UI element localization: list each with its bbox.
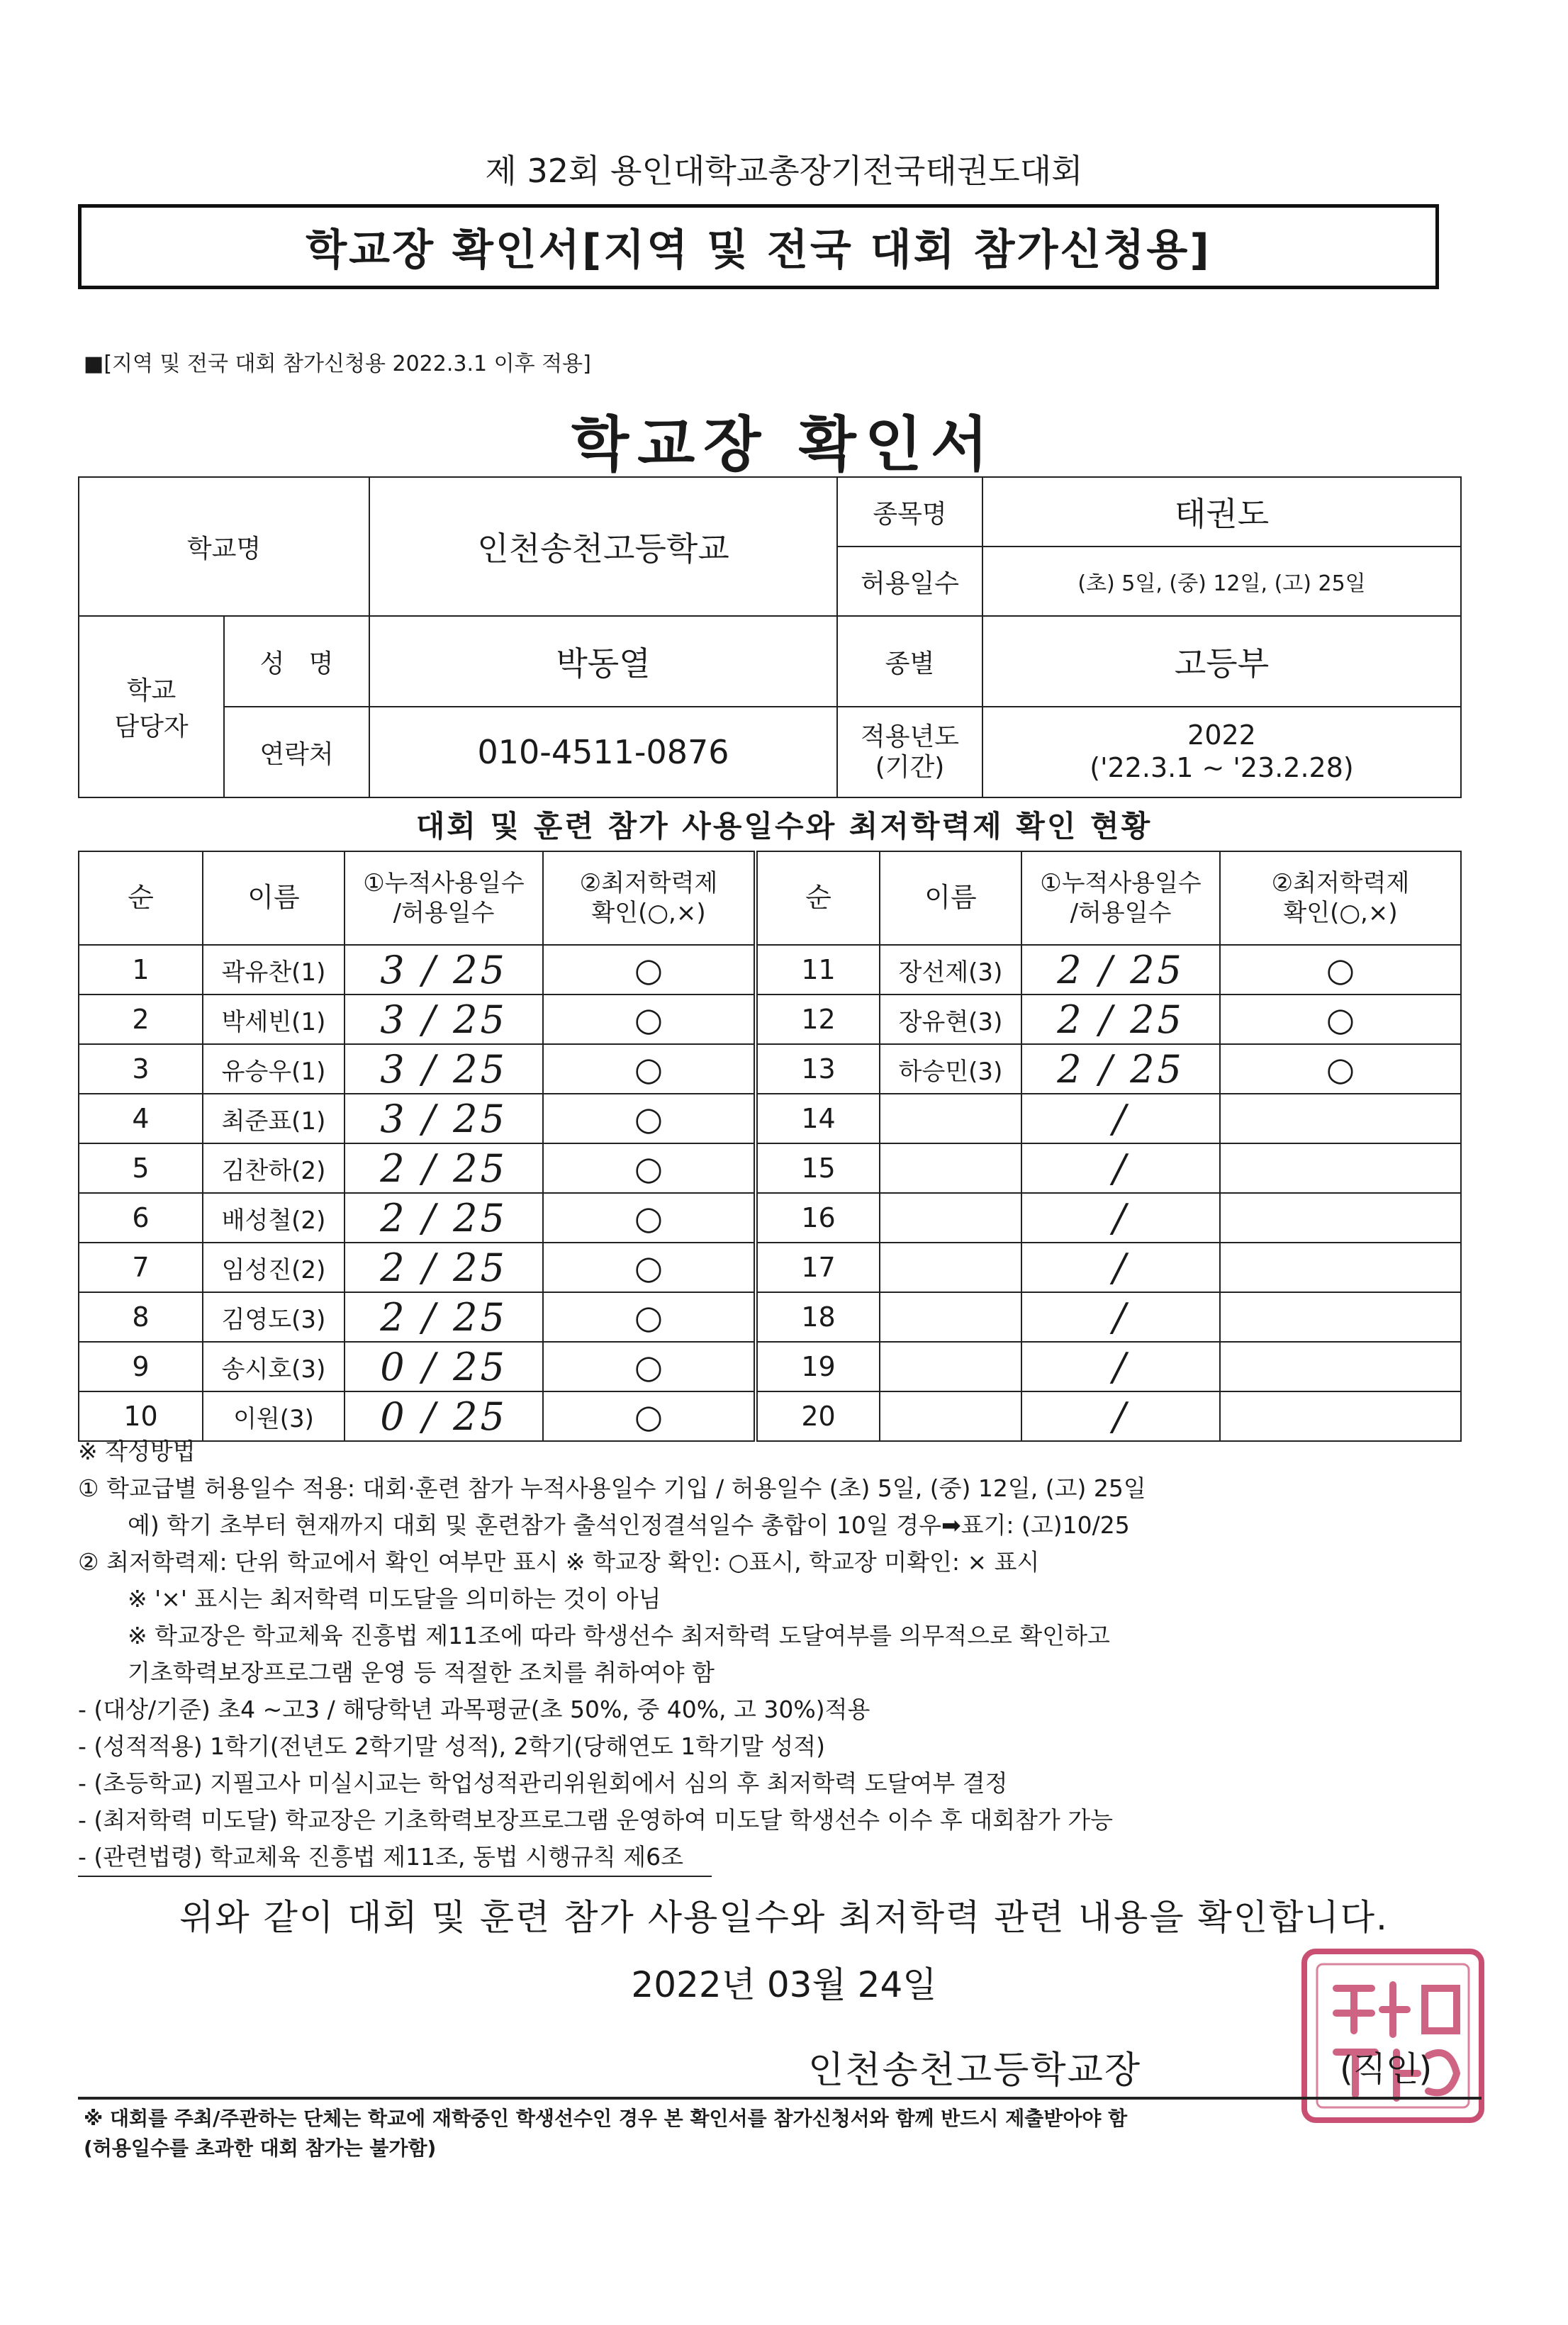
roster-check: ○ [543, 995, 756, 1044]
table-row [79, 945, 1461, 995]
roster-name: 이원(3) [203, 1391, 345, 1441]
table-row [79, 1044, 1461, 1094]
roster-days: 2 / 25 [345, 1243, 543, 1292]
roster-name [880, 1094, 1021, 1143]
roster-check [1220, 1243, 1461, 1292]
roster-check: ○ [543, 1193, 756, 1243]
note-line: - (최저학력 미도달) 학교장은 기초학력보장프로그램 운영하여 미도달 학생선수 이수 후 대회참가 가능 [78, 1806, 1114, 1834]
footnote-line: (허용일수를 초과한 대회 참가는 불가함) [84, 2136, 437, 2160]
note-line: - (성적적용) 1학기(전년도 2학기말 성적), 2학기(당해연도 1학기말 성적) [78, 1732, 826, 1760]
principal-name: 인천송천고등학교장 [808, 2049, 1142, 2092]
roster-no: 7 [79, 1243, 203, 1292]
allowed-days-value: (초) 5일, (중) 12일, (고) 25일 [982, 547, 1461, 616]
roster-check [1220, 1292, 1461, 1342]
roster-days: 3 / 25 [345, 995, 543, 1044]
seal-label: (직인) [1340, 2049, 1433, 2089]
main-heading: 학교장 확인서 [571, 410, 997, 479]
roster-days: 0 / 25 [345, 1342, 543, 1391]
roster-no: 12 [756, 995, 880, 1044]
school-label: 학교명 [79, 477, 369, 616]
roster-days: 2 / 25 [1021, 1044, 1220, 1094]
roster-check: ○ [543, 1094, 756, 1143]
roster-no: 10 [79, 1391, 203, 1441]
division-label: 종별 [837, 616, 982, 707]
instructions [78, 1433, 1489, 1877]
roster-no: 4 [79, 1094, 203, 1143]
roster-no: 1 [79, 945, 203, 995]
confirm-statement: 위와 같이 대회 및 훈련 참가 사용일수와 최저학력 관련 내용을 확인합니다. [179, 1897, 1389, 1938]
form-title: 학교장 확인서[지역 및 전국 대회 참가신청용] [306, 225, 1211, 275]
issue-date: 2022년 03월 24일 [631, 1964, 937, 2005]
roster-no: 8 [79, 1292, 203, 1342]
roster-no: 5 [79, 1143, 203, 1193]
roster-days: 0 / 25 [345, 1391, 543, 1441]
status-title: 대회 및 훈련 참가 사용일수와 최저학력제 확인 현황 [415, 809, 1153, 844]
table-row [79, 1292, 1461, 1342]
event-value: 태권도 [982, 477, 1461, 547]
roster-no: 9 [79, 1342, 203, 1391]
roster-name: 박세빈(1) [203, 995, 345, 1044]
header-name: 이름 [203, 851, 345, 945]
roster-name: 임성진(2) [203, 1243, 345, 1292]
apply-note: ■[지역 및 전국 대회 참가신청용 2022.3.1 이후 적용] [84, 352, 591, 376]
school-info-table [78, 476, 1462, 798]
roster-name: 장유현(3) [880, 995, 1021, 1044]
roster-no: 16 [756, 1193, 880, 1243]
manager-label: 학교 담당자 [79, 616, 224, 797]
roster-no: 11 [756, 945, 880, 995]
note-line: ② 최저학력제: 단위 학교에서 확인 여부만 표시 ※ 학교장 확인: ○표시, 학교장 미확인: × 표시 [78, 1548, 1040, 1576]
roster-no: 6 [79, 1193, 203, 1243]
roster-check [1220, 1143, 1461, 1193]
event-label: 종목명 [837, 477, 982, 547]
footnote-line: ※ 대회를 주최/주관하는 단체는 학교에 재학중인 학생선수인 경우 본 확인서를 참가신청서와 함께 반드시 제출받아야 함 [84, 2107, 1128, 2130]
note-line: - (대상/기준) 초4 ~고3 / 해당학년 과목평균(초 50%, 중 40%, 고 30%)적용 [78, 1696, 870, 1723]
roster-days: / [1021, 1391, 1220, 1441]
roster-check: ○ [543, 1143, 756, 1193]
header-check: ②최저학력제 확인(○,×) [543, 851, 756, 945]
roster-days: 2 / 25 [1021, 945, 1220, 995]
table-row [79, 1342, 1461, 1391]
note-line: ① 학교급별 허용일수 적용: 대회·훈련 참가 누적사용일수 기입 / 허용일수 (초) 5일, (중) 12일, (고) 25일 [78, 1474, 1146, 1502]
roster-name: 김영도(3) [203, 1292, 345, 1342]
roster-name [880, 1143, 1021, 1193]
header-check: ②최저학력제 확인(○,×) [1220, 851, 1461, 945]
roster-no: 3 [79, 1044, 203, 1094]
footer-divider [78, 2097, 1482, 2100]
form-title-box [78, 204, 1439, 289]
header-no: 순 [79, 851, 203, 945]
roster-check: ○ [543, 1044, 756, 1094]
roster-check: ○ [1220, 995, 1461, 1044]
roster-no: 14 [756, 1094, 880, 1143]
roster-days: 3 / 25 [345, 1044, 543, 1094]
roster-name [880, 1193, 1021, 1243]
contact-label: 연락처 [224, 707, 369, 797]
table-row [79, 995, 1461, 1044]
table-row [79, 1143, 1461, 1193]
table-row [79, 1243, 1461, 1292]
roster-days: / [1021, 1094, 1220, 1143]
roster-name: 송시호(3) [203, 1342, 345, 1391]
roster-days: 2 / 25 [345, 1292, 543, 1342]
roster-name: 하승민(3) [880, 1044, 1021, 1094]
roster-check [1220, 1094, 1461, 1143]
allowed-days-label: 허용일수 [837, 547, 982, 616]
roster-days: 3 / 25 [345, 1094, 543, 1143]
roster-days: / [1021, 1243, 1220, 1292]
roster-no: 17 [756, 1243, 880, 1292]
division-value: 고등부 [982, 616, 1461, 707]
year-value: 2022 ('22.3.1 ~ '23.2.28) [982, 707, 1461, 797]
roster-no: 19 [756, 1342, 880, 1391]
header-no: 순 [756, 851, 880, 945]
roster-name: 장선제(3) [880, 945, 1021, 995]
note-text: - (관련법령) 학교체육 진흥법 제11조, 동법 시행규칙 제6조 [78, 1839, 712, 1877]
roster-days: 2 / 25 [345, 1193, 543, 1243]
note-line: 기초학력보장프로그램 운영 등 적절한 조치를 취하여야 함 [128, 1659, 715, 1686]
table-row [79, 1193, 1461, 1243]
roster-name [880, 1243, 1021, 1292]
roster-check: ○ [543, 1342, 756, 1391]
name-label: 성 명 [224, 616, 369, 707]
roster-no: 15 [756, 1143, 880, 1193]
roster-days: / [1021, 1193, 1220, 1243]
note-line: ※ '×' 표시는 최저학력 미도달을 의미하는 것이 아님 [128, 1585, 661, 1613]
roster-check: ○ [543, 1292, 756, 1342]
roster-name [880, 1292, 1021, 1342]
note-line: 예) 학기 초부터 현재까지 대회 및 훈련참가 출석인정결석일수 총합이 10일 경우➡표기: (고)10/25 [128, 1511, 1130, 1539]
header-days: ①누적사용일수 /허용일수 [345, 851, 543, 945]
note-line: ※ 작성방법 [78, 1438, 196, 1465]
school-value: 인천송천고등학교 [369, 477, 837, 616]
roster-check: ○ [543, 945, 756, 995]
competition-title: 제 32회 용인대학교총장기전국태권도대회 [485, 152, 1083, 190]
roster-check: ○ [543, 1391, 756, 1441]
roster-days: / [1021, 1292, 1220, 1342]
roster-check [1220, 1342, 1461, 1391]
roster-name [880, 1342, 1021, 1391]
roster-days: / [1021, 1143, 1220, 1193]
note-line: ※ 학교장은 학교체육 진흥법 제11조에 따라 학생선수 최저학력 도달여부를 의무적으로 확인하고 [128, 1622, 1110, 1649]
roster-check: ○ [1220, 945, 1461, 995]
roster-days: 2 / 25 [1021, 995, 1220, 1044]
roster-table [78, 851, 1462, 1442]
roster-name: 유승우(1) [203, 1044, 345, 1094]
roster-no: 2 [79, 995, 203, 1044]
table-row [79, 1094, 1461, 1143]
contact-value: 010-4511-0876 [369, 707, 837, 797]
header-days: ①누적사용일수 /허용일수 [1021, 851, 1220, 945]
note-line: - (초등학교) 지필고사 미실시교는 학업성적관리위원회에서 심의 후 최저학력 도달여부 결정 [78, 1769, 1008, 1797]
header-name: 이름 [880, 851, 1021, 945]
roster-days: / [1021, 1342, 1220, 1391]
roster-no: 18 [756, 1292, 880, 1342]
roster-check: ○ [543, 1243, 756, 1292]
note-line [78, 1839, 1489, 1877]
name-value: 박동열 [369, 616, 837, 707]
footnote [84, 2104, 1127, 2163]
roster-days: 2 / 25 [345, 1143, 543, 1193]
roster-no: 20 [756, 1391, 880, 1441]
roster-name: 최준표(1) [203, 1094, 345, 1143]
roster-check [1220, 1193, 1461, 1243]
roster-name: 곽유찬(1) [203, 945, 345, 995]
roster-name: 김찬하(2) [203, 1143, 345, 1193]
roster-days: 3 / 25 [345, 945, 543, 995]
roster-no: 13 [756, 1044, 880, 1094]
year-label: 적용년도 (기간) [837, 707, 982, 797]
roster-check: ○ [1220, 1044, 1461, 1094]
roster-name: 배성철(2) [203, 1193, 345, 1243]
